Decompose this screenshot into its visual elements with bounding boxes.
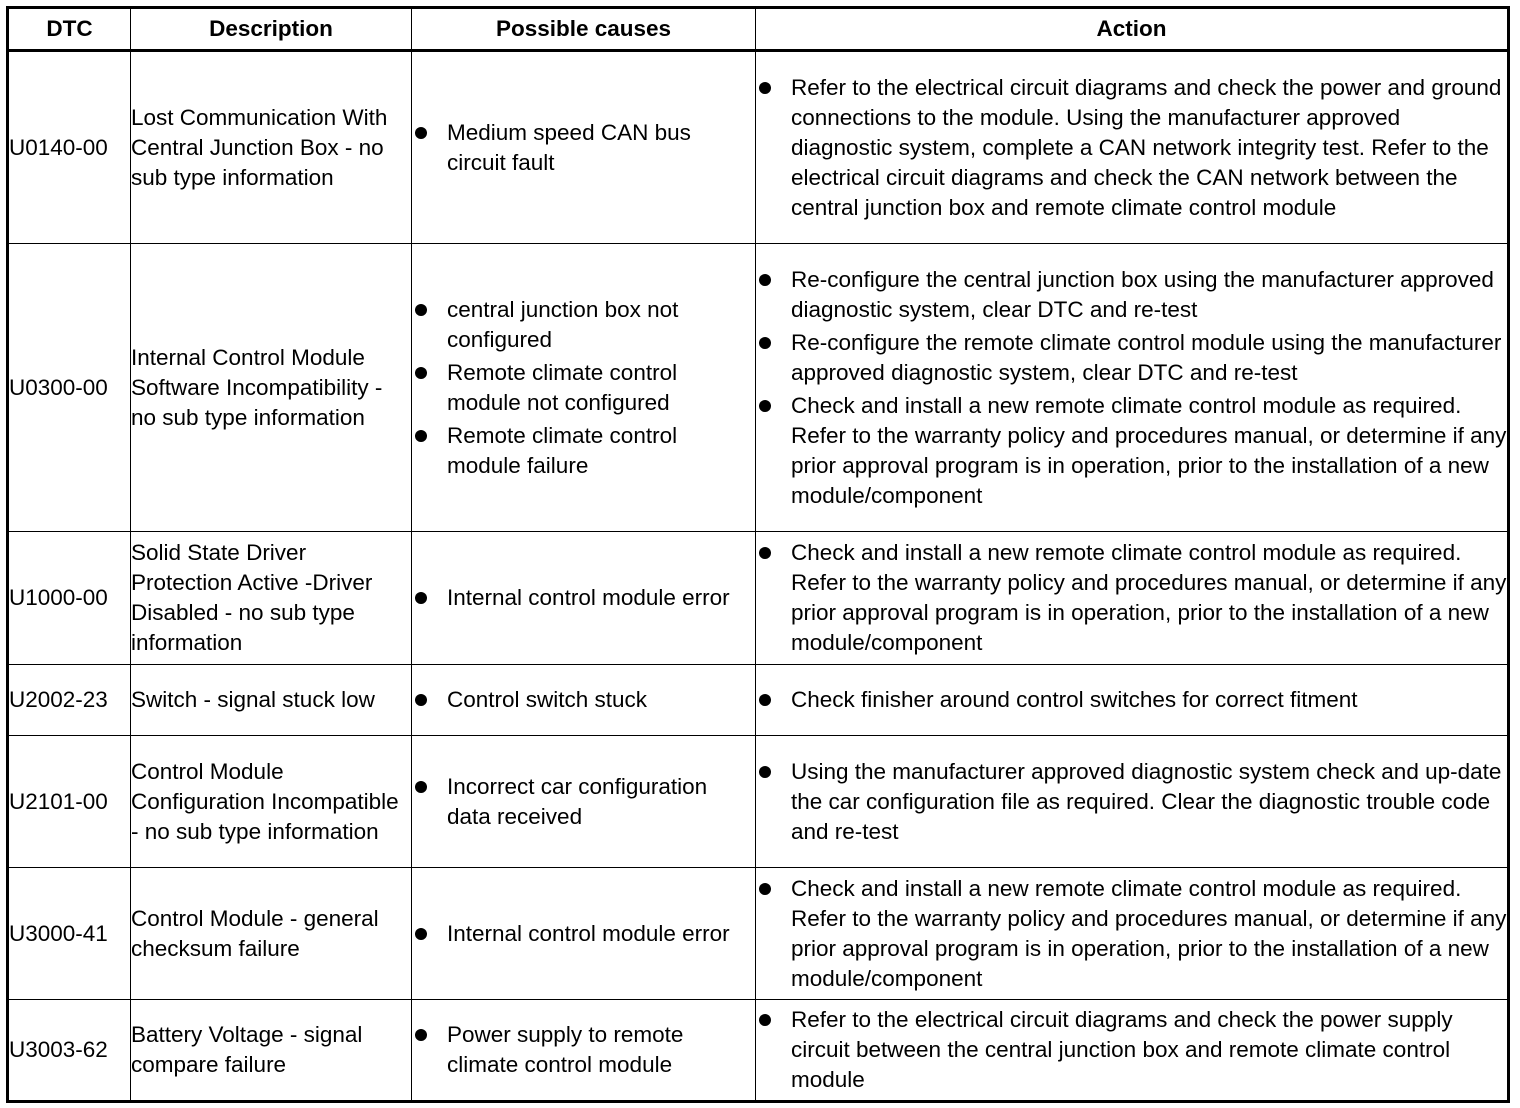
action-item: Re-configure the central junction box using the manufacturer approved diagnostic system, clear DTC and re-test (756, 265, 1507, 325)
action-item: Check finisher around control switches for correct fitment (756, 685, 1507, 715)
action-cell (756, 868, 1509, 1000)
dtc-description: Switch - signal stuck low (131, 665, 412, 736)
dtc-code: U2101-00 (8, 736, 131, 868)
actions-list (756, 685, 1507, 715)
dtc-code: U0140-00 (8, 51, 131, 244)
action-item: Refer to the electrical circuit diagrams and check the power supply circuit between the central junction box and remote climate control module (756, 1005, 1507, 1095)
cause-item: Internal control module error (412, 919, 755, 949)
dtc-code: U3003-62 (8, 1000, 131, 1102)
causes-list (412, 919, 755, 949)
action-item: Refer to the electrical circuit diagrams and check the power and ground connections to the module. Using the manufacturer approved diagnostic system, complete a CAN network integrity test. Refer to the electrical circuit diagrams and check the CAN network between the central junction box and remote climate control module (756, 73, 1507, 223)
dtc-description: Control Module - general checksum failure (131, 868, 412, 1000)
action-cell (756, 1000, 1509, 1102)
cause-item: Remote climate control module not configured (412, 358, 755, 418)
dtc-code: U3000-41 (8, 868, 131, 1000)
possible-causes-cell (412, 532, 756, 665)
causes-list (412, 772, 755, 832)
actions-list (756, 73, 1507, 223)
cause-item: Internal control module error (412, 583, 755, 613)
possible-causes-cell (412, 244, 756, 532)
table-row (8, 736, 1509, 868)
action-cell (756, 736, 1509, 868)
cause-item: Power supply to remote climate control module (412, 1020, 755, 1080)
action-item: Using the manufacturer approved diagnostic system check and up-date the car configuration file as required. Clear the diagnostic trouble code and re-test (756, 757, 1507, 847)
causes-list (412, 118, 755, 178)
cause-item: Remote climate control module failure (412, 421, 755, 481)
cause-item: central junction box not configured (412, 295, 755, 355)
dtc-description: Lost Communication With Central Junction Box - no sub type information (131, 51, 412, 244)
dtc-table (6, 6, 1510, 1103)
actions-list (756, 1005, 1507, 1095)
cause-item: Incorrect car configuration data received (412, 772, 755, 832)
dtc-code: U1000-00 (8, 532, 131, 665)
actions-list (756, 874, 1507, 994)
dtc-description: Battery Voltage - signal compare failure (131, 1000, 412, 1102)
table-row (8, 665, 1509, 736)
table-row (8, 868, 1509, 1000)
action-cell (756, 244, 1509, 532)
table-row (8, 532, 1509, 665)
action-item: Check and install a new remote climate control module as required. Refer to the warranty policy and procedures manual, or determine if any prior approval program is in operation, prior to the installation of a new module/component (756, 391, 1507, 511)
causes-list (412, 685, 755, 715)
possible-causes-cell (412, 51, 756, 244)
dtc-description: Solid State Driver Protection Active -Driver Disabled - no sub type information (131, 532, 412, 665)
action-cell (756, 51, 1509, 244)
action-item: Check and install a new remote climate control module as required. Refer to the warranty policy and procedures manual, or determine if any prior approval program is in operation, prior to the installation of a new module/component (756, 874, 1507, 994)
actions-list (756, 265, 1507, 511)
cause-item: Control switch stuck (412, 685, 755, 715)
header-possible-causes: Possible causes (412, 8, 756, 51)
dtc-description: Internal Control Module Software Incompatibility - no sub type information (131, 244, 412, 532)
header-description: Description (131, 8, 412, 51)
possible-causes-cell (412, 1000, 756, 1102)
causes-list (412, 1020, 755, 1080)
header-action: Action (756, 8, 1509, 51)
header-dtc: DTC (8, 8, 131, 51)
possible-causes-cell (412, 665, 756, 736)
dtc-code: U0300-00 (8, 244, 131, 532)
possible-causes-cell (412, 736, 756, 868)
action-cell (756, 665, 1509, 736)
dtc-code: U2002-23 (8, 665, 131, 736)
causes-list (412, 583, 755, 613)
possible-causes-cell (412, 868, 756, 1000)
causes-list (412, 295, 755, 481)
header-row (8, 8, 1509, 51)
actions-list (756, 538, 1507, 658)
table-row (8, 1000, 1509, 1102)
actions-list (756, 757, 1507, 847)
action-item: Check and install a new remote climate control module as required. Refer to the warranty policy and procedures manual, or determine if any prior approval program is in operation, prior to the installation of a new module/component (756, 538, 1507, 658)
table-row (8, 244, 1509, 532)
action-cell (756, 532, 1509, 665)
table-row (8, 51, 1509, 244)
dtc-description: Control Module Configuration Incompatible - no sub type information (131, 736, 412, 868)
action-item: Re-configure the remote climate control module using the manufacturer approved diagnostic system, clear DTC and re-test (756, 328, 1507, 388)
cause-item: Medium speed CAN bus circuit fault (412, 118, 755, 178)
